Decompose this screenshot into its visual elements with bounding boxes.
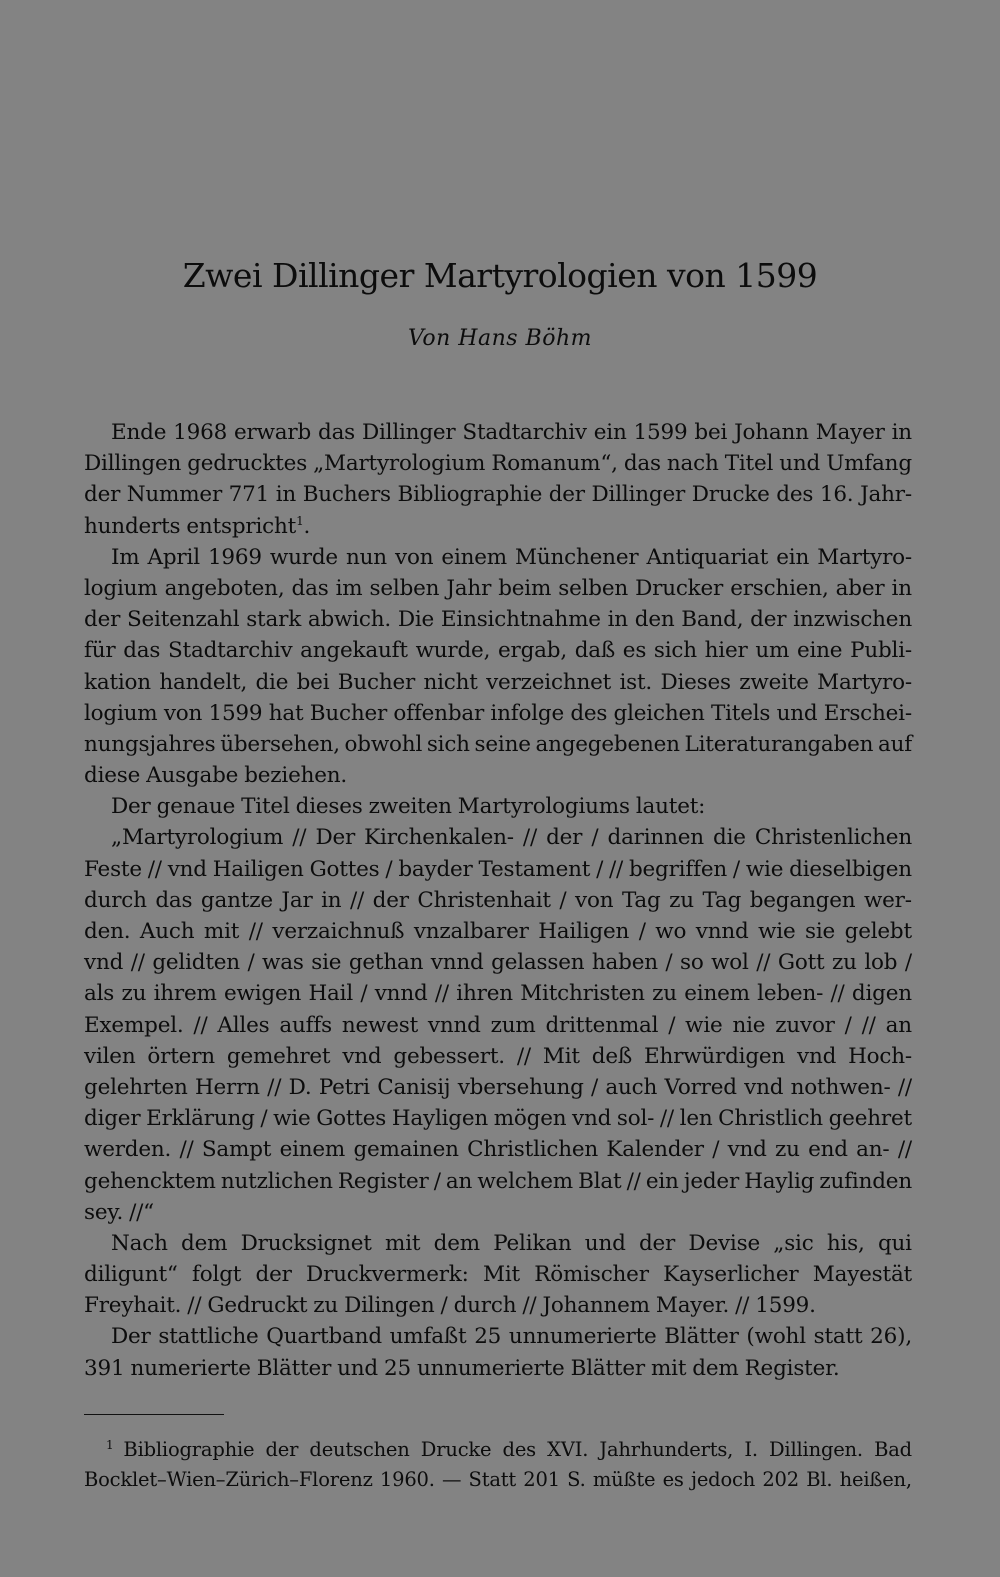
footnote-line: Bocklet–Wien–Zürich–Florenz 1960. — Statt 201 S. müßte es jedoch 202 Bl. heißen, [84,1468,912,1491]
footnote-marker: 1 [106,1437,114,1452]
paragraph-line: nungsjahres übersehen, obwohl sich seine angegebenen Literaturangaben auf [84,731,912,757]
paragraph-line: gehencktem nutzlichen Register / an welchem Blat // ein jeder Haylig zufinden [84,1168,912,1194]
paragraph-line: kation handelt, die bei Bucher nicht verzeichnet ist. Dieses zweite Martyro- [84,669,912,695]
paragraph-line: Der stattliche Quartband umfaßt 25 unnumerierte Blätter (wohl statt 26), [111,1324,912,1350]
paragraph-line: hunderts entspricht$^1$. [84,513,311,539]
paragraph-line: als zu ihrem ewigen Hail / vnnd // ihren Mitchristen zu einem leben- // digen [84,981,912,1007]
paragraph-line: werden. // Sampt einem gemainen Christlichen Kalender / vnd zu end an- // [84,1137,912,1163]
paragraph-line: sey. //“ [84,1199,154,1225]
paragraph-line: Dillingen gedrucktes „Martyrologium Romanum“, das nach Titel und Umfang [84,451,912,477]
paragraph-line: Nach dem Drucksignet mit dem Pelikan und der Devise „sic his, qui [111,1230,912,1256]
paragraph-line: Exempel. // Alles auffs newest vnnd zum drittenmal / wie nie zuvor / // an [84,1012,912,1038]
paragraph-line: diligunt“ folgt der Druckvermerk: Mit Römischer Kayserlicher Mayestät [84,1262,912,1288]
paragraph-line: der Seitenzahl stark abwich. Die Einsichtnahme in den Band, der inzwischen [84,607,912,633]
paragraph-line: vnd // gelidten / was sie gethan vnnd gelassen haben / so wol // Gott zu lob / [84,950,912,976]
paragraph-line: logium angeboten, das im selben Jahr beim selben Drucker erschien, aber in [84,575,912,601]
paragraph-line: diger Erklärung / wie Gottes Hayligen mögen vnd sol- // len Christlich geehret [84,1106,912,1132]
paragraph-line: Feste // vnd Hailigen Gottes / bayder Testament / // begriffen / wie dieselbigen [84,856,912,882]
footnote-line: $^1$ Bibliographie der deutschen Drucke des XVI. Jahrhunderts, I. Dillingen. Bad [106,1437,912,1461]
paragraph-line: diese Ausgabe beziehen. [84,763,348,789]
paragraph-line: der Nummer 771 in Buchers Bibliographie der Dillinger Drucke des 16. Jahr- [84,482,912,508]
footnote-separator [84,1414,224,1415]
article-body [84,420,912,1387]
paragraph-line: Der genaue Titel dieses zweiten Martyrologiums lautet: [111,794,706,820]
footnote-ref: 1 [296,513,304,528]
footnotes [84,1438,912,1498]
paragraph-line: 391 numerierte Blätter und 25 unnumerierte Blätter mit dem Register. [84,1355,840,1381]
paragraph-line: Im April 1969 wurde nun von einem Münchener Antiquariat ein Martyro- [111,544,912,570]
paragraph-line: durch das gantze Jar in // der Christenhait / von Tag zu Tag begangen wer- [84,887,912,913]
paragraph-line: den. Auch mit // verzaichnuß vnzalbarer Hailigen / wo vnnd wie sie gelebt [84,919,912,944]
paragraph-line: logium von 1599 hat Bucher offenbar infolge des gleichen Titels und Erschei- [84,700,912,726]
paragraph-line: für das Stadtarchiv angekauft wurde, ergab, daß es sich hier um eine Publi- [84,638,912,664]
article-title: Zwei Dillinger Martyrologien von 1599 [182,256,818,295]
article-author: Von Hans Böhm [408,326,592,351]
paragraph-line: gelehrten Herrn // D. Petri Canisij vbersehung / auch Vorred vnd nothwen- // [84,1074,912,1100]
paragraph-line: Ende 1968 erwarb das Dillinger Stadtarchiv ein 1599 bei Johann Mayer in [111,420,912,445]
paragraph-line: Freyhait. // Gedruckt zu Dilingen / durch // Johannem Mayer. // 1599. [84,1293,816,1319]
paragraph-line: „Martyrologium // Der Kirchenkalen- // der / darinnen die Christenlichen [111,825,912,851]
paragraph-line: vilen örtern gemehret vnd gebessert. // Mit deß Ehrwürdigen vnd Hoch- [84,1043,912,1069]
